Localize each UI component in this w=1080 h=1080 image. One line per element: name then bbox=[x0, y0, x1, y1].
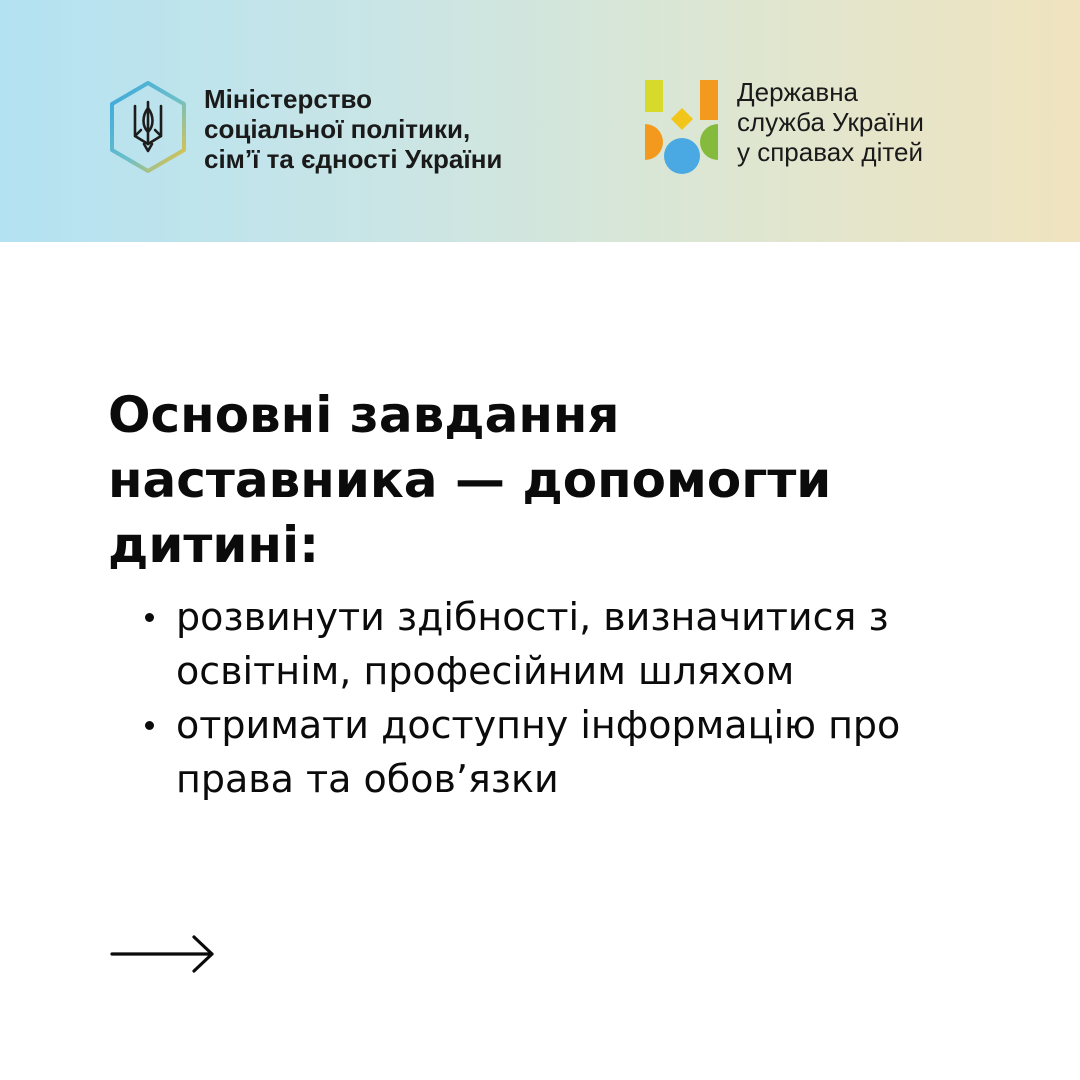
task-list bbox=[108, 590, 1028, 806]
service-name-line: у справах дітей bbox=[737, 137, 923, 167]
headline-line: Основні завдання bbox=[108, 386, 620, 444]
trident-hexagon-icon bbox=[108, 80, 188, 174]
list-item bbox=[108, 698, 1028, 806]
headline-line: наставника — допомогти bbox=[108, 451, 832, 509]
service-name bbox=[737, 77, 924, 167]
service-name-line: служба України bbox=[737, 107, 924, 137]
bullet-icon bbox=[145, 613, 154, 622]
arrow-right-icon[interactable] bbox=[110, 934, 216, 974]
ministry-name-line: соціальної політики, bbox=[204, 114, 471, 144]
header-banner bbox=[0, 0, 1080, 242]
list-item bbox=[108, 590, 1028, 698]
list-item-text: права та обов’язки bbox=[176, 757, 559, 801]
list-item-text: розвинути здібності, визначитися з bbox=[176, 595, 889, 639]
headline-line: дитині: bbox=[108, 516, 320, 574]
headline bbox=[108, 383, 1008, 578]
ministry-name bbox=[204, 84, 502, 174]
list-item-text: освітнім, професійним шляхом bbox=[176, 649, 795, 693]
service-name-line: Державна bbox=[737, 77, 859, 107]
childrens-service-shapes-icon bbox=[644, 80, 720, 176]
ministry-name-line: сім’ї та єдності України bbox=[204, 144, 503, 174]
ministry-name-line: Міністерство bbox=[204, 84, 373, 114]
list-item-text: отримати доступну інформацію про bbox=[176, 703, 901, 747]
bullet-icon bbox=[145, 721, 154, 730]
